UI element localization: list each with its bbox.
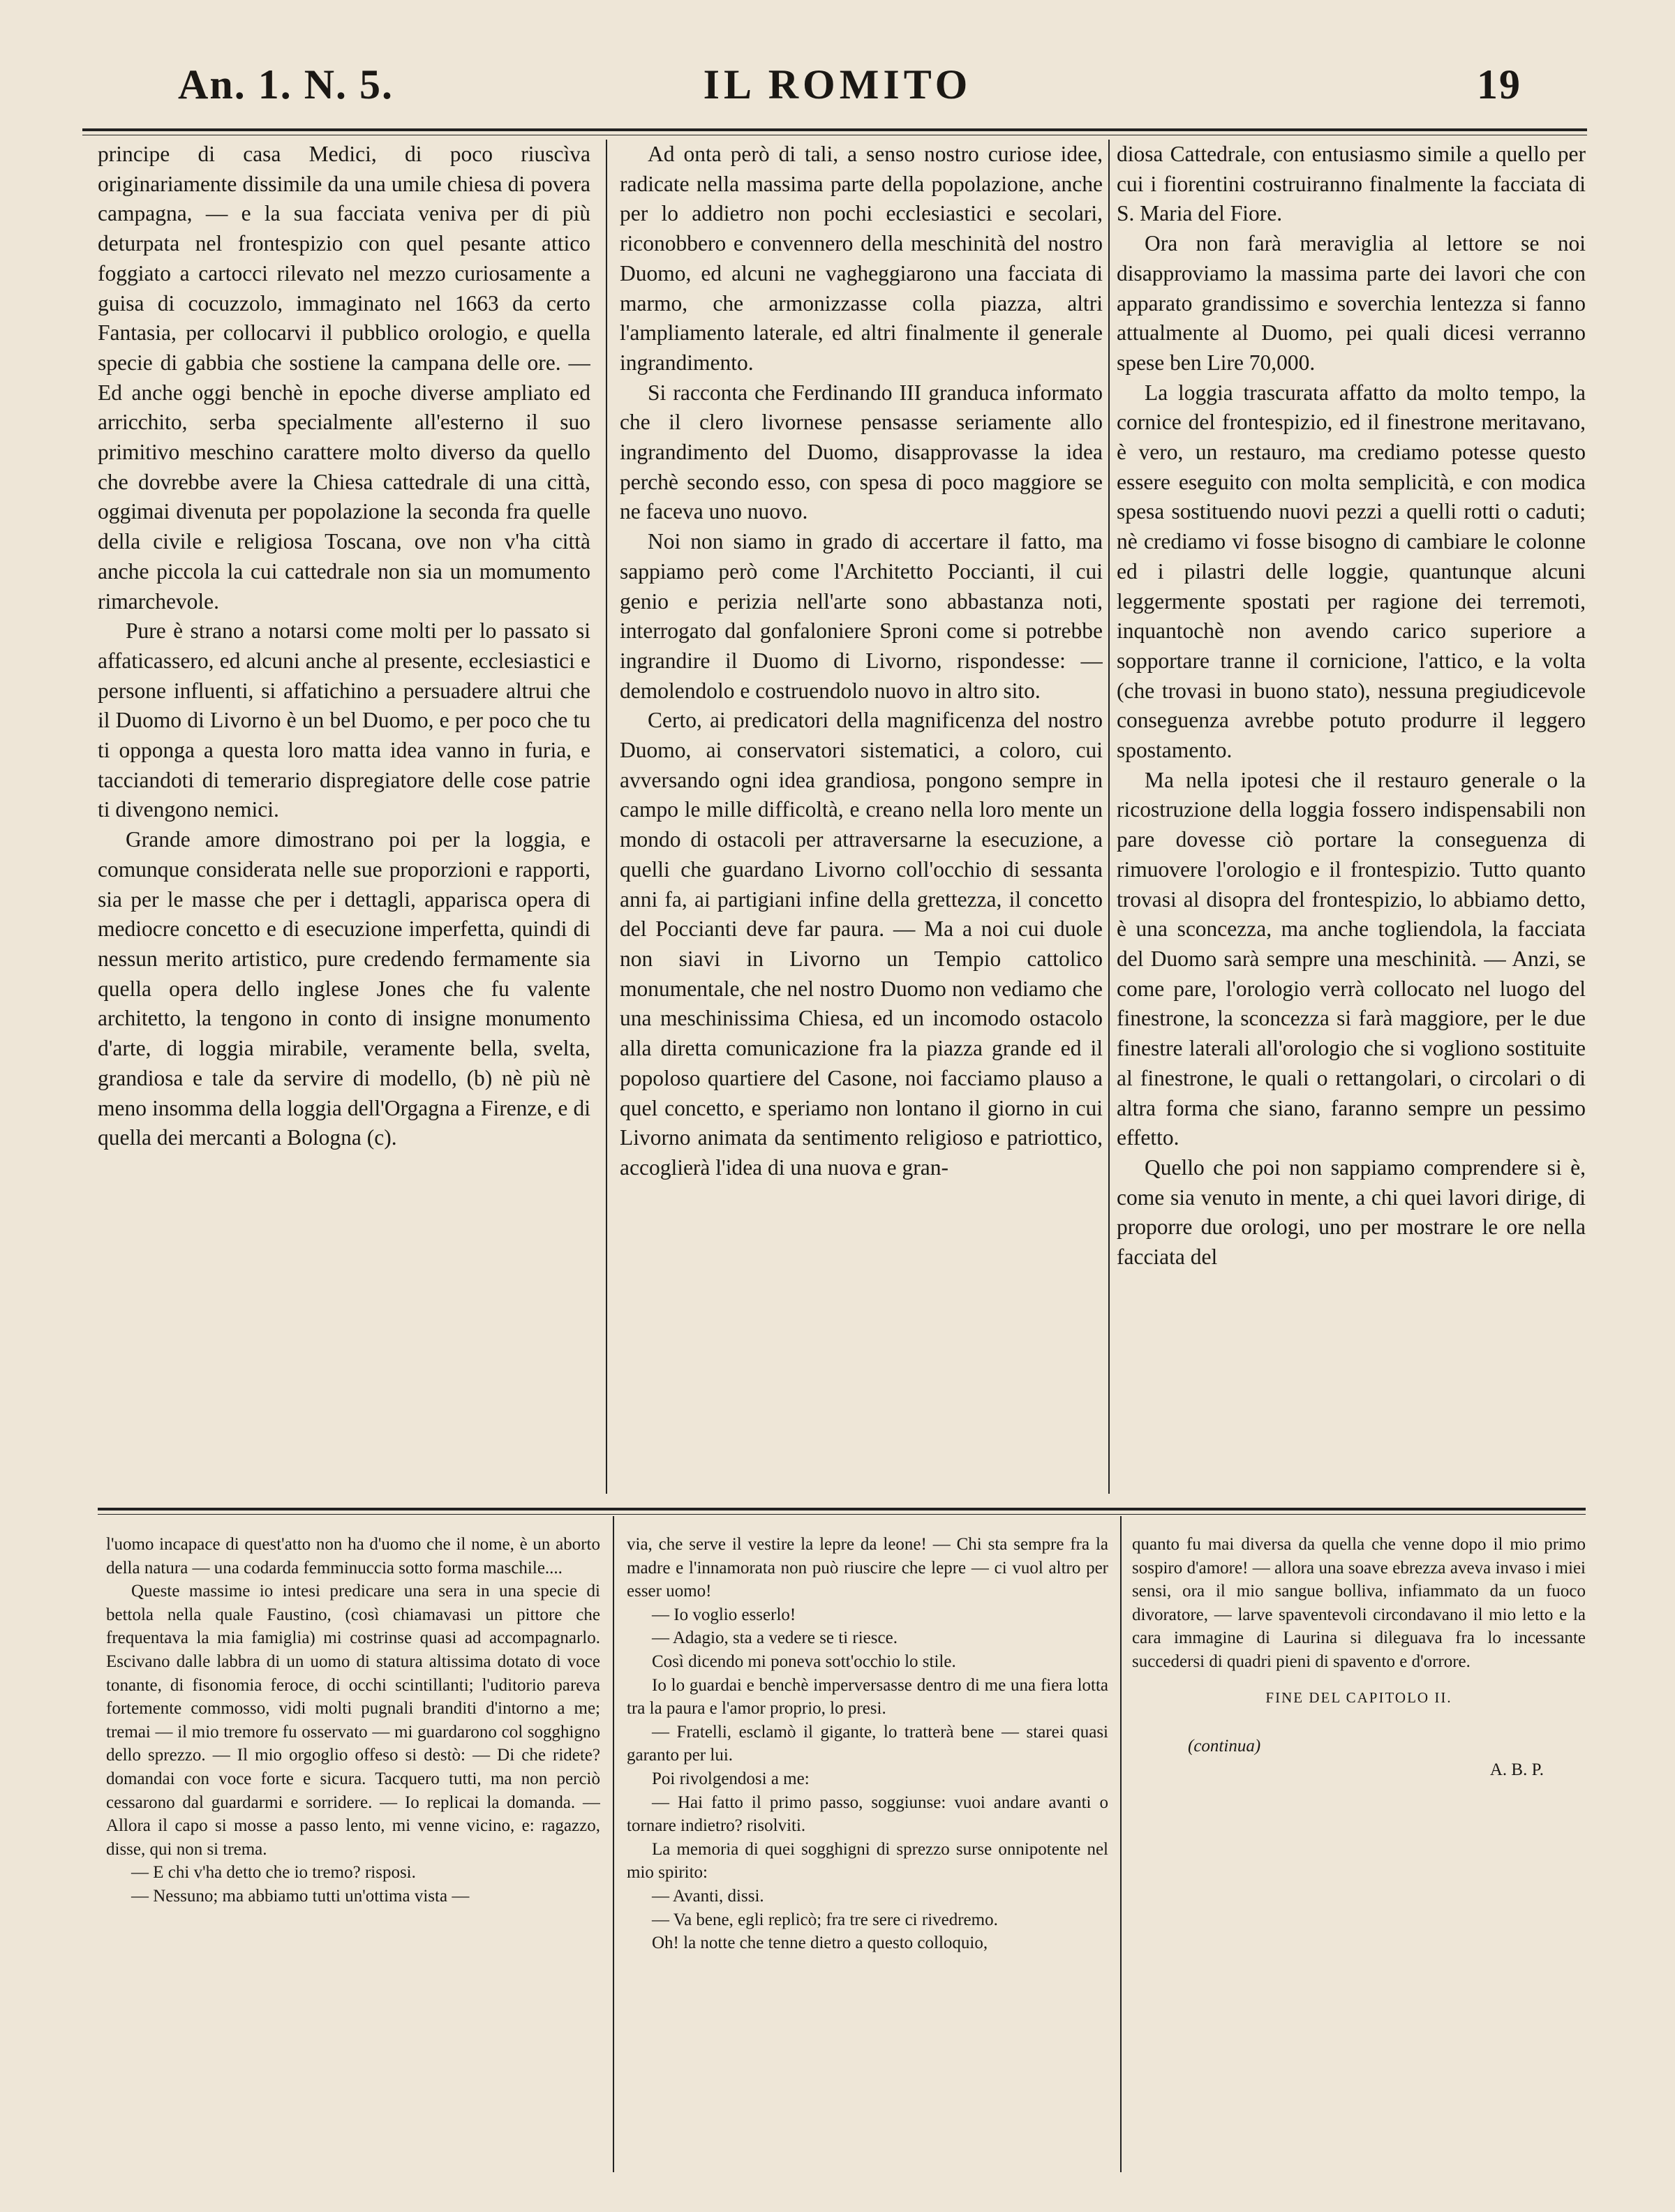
paragraph: Così dicendo mi poneva sott'occhio lo stile. [652, 1651, 956, 1671]
paragraph: via, che serve il vestire la lepre da leone! — Chi sta sempre fra la madre e l'innamorata non può riuscire che lepre — ci vuol altro per esser uomo! [627, 1535, 1108, 1601]
paragraph: — Fratelli, esclamò il gigante, lo tratterà bene — starei quasi garanto per lui. [627, 1722, 1108, 1765]
paragraph: — Hai fatto il primo passo, soggiunse: vuoi andare avanti o tornare indietro? risolviti. [627, 1792, 1108, 1836]
paragraph: — Nessuno; ma abbiamo tutti un'ottima vista — [131, 1886, 470, 1906]
signature: A. B. P. [1489, 1760, 1544, 1779]
feuilleton-divider [613, 1516, 614, 2172]
paragraph: l'uomo incapace di quest'atto non ha d'uomo che il nome, è un aborto della natura — una codarda femminuccia sotto forma maschile.... [106, 1535, 600, 1578]
column-divider [1108, 140, 1110, 1494]
masthead-title: IL ROMITO [703, 61, 972, 107]
feuilleton-column-1 [106, 1533, 600, 2196]
paragraph: Queste massime io intesi predicare una sera in una specie di bettola nella quale Faustino, (così chiamavasi un pittore che frequentava la mia famiglia) mi costrinse quasi ad accompagnarlo. Escivano dalle labbra di un uomo di statura altissima dotato di voce tonante, di fisonomia feroce, di occhi scintillanti; l'uditorio pareva fortemente commosso, vidi molti pugnali branditi d'intorno a me; tremai — il mio tremore fu osservato — mi guardarono col sogghigno dello sprezzo. — Il mio orgoglio offeso si destò: — Di che ridete? domandai con voce forte e sicura. Tacquero tutti, ma non perciò cessarono dal guardarmi e sorridere. — Io replicai la domanda. — Allora il capo si mosse a passo lento, mi venne vicino, e: ragazzo, disse, qui non si trema. [106, 1582, 600, 1859]
paragraph: principe di casa Medici, di poco riuscìva originariamente dissimile da una umile chiesa di povera campagna, — e la sua facciata veniva per di più deturpata nel frontespizio con quel pesante attico foggiato a cartocci rilevato nel mezzo curiosamente a guisa di cocuzzolo, immaginato nel 1663 da certo Fantasia, per collocarvi il pubblico orologio, e quella specie di gabbia che sostiene la campana delle ore. — Ed anche oggi benchè in epoche diverse ampliato ed arricchito, serba specialmente all'esterno il suo primitivo meschino carattere molto diverso da quello che dovrebbe avere la Chiesa cattedrale di una città, oggimai divenuta per popolazione la seconda fra quelle della civile e religiosa Toscana, ove non v'ha città anche piccola la cui cattedrale non sia un momumento rimarchevole. [98, 142, 590, 614]
feuilleton-divider [1120, 1516, 1122, 2172]
page-number: 19 [1477, 61, 1521, 107]
feuilleton-rule [98, 1508, 1586, 1510]
paragraph: — Adagio, sta a vedere se ti riesce. [652, 1628, 898, 1648]
header-rule [82, 128, 1587, 131]
continued-note: (continua) [1188, 1737, 1261, 1756]
main-column-3 [1117, 140, 1586, 1497]
paragraph: quanto fu mai diversa da quella che venne dopo il mio primo sospiro d'amore! — allora una soave ebrezza aveva invaso i miei sensi, ora il mio sangue bolliva, infiammato da un fuoco divoratore, — larve spaventevoli circondavano il mio letto e la cara immagine di Laurina si dileguava fra lo incessante succedersi di quadri pieni di spavento e d'orrore. [1132, 1535, 1586, 1671]
paragraph: Quello che poi non sappiamo comprendere si è, come sia venuto in mente, a chi quei lavori dirige, di proporre due orologi, uno per mostrare le ore nella facciata del [1117, 1155, 1586, 1270]
paragraph: Certo, ai predicatori della magnificenza del nostro Duomo, ai conservatori sistematici, a coloro, cui avversando ogni idea grandiosa, pongono sempre in campo le mille difficoltà, e creano nella loro mente un mondo di ostacoli per attraversarne la esecuzione, a quelli che guardano Livorno coll'occhio di sessanta anni fa, ai partigiani infine della grettezza, il concetto del Poccianti deve far paura. — Ma a noi cui duole non siavi in Livorno un Tempio cattolico monumentale, che nel nostro Duomo non vediamo che una meschinissima Chiesa, ed un incomodo ostacolo alla diretta comunicazione fra la piazza grande ed il popoloso quartiere del Casone, noi facciamo plauso a quel concetto, e speriamo non lontano il giorno in cui Livorno animata da sentimento religioso e patriottico, accoglierà l'idea di una nuova e gran- [620, 708, 1103, 1180]
column-divider [606, 140, 607, 1494]
paragraph: Ora non farà meraviglia al lettore se noi disapproviamo la massima parte dei lavori che con apparato grandissimo e soverchia lentezza si fanno attualmente al Duomo, pei quali dicesi verranno spese ben Lire 70,000. [1117, 231, 1586, 375]
main-column-1 [98, 140, 590, 1497]
paragraph: Poi rivolgendosi a me: [652, 1769, 810, 1788]
paragraph: Io lo guardai e benchè imperversasse dentro di me una fiera lotta tra la paura e l'amor proprio, lo presi. [627, 1675, 1108, 1719]
paragraph: — E chi v'ha detto che io tremo? risposi. [131, 1863, 416, 1883]
chapter-end: FINE DEL CAPITOLO II. [1265, 1688, 1452, 1706]
feuilleton-rule-thin [98, 1514, 1586, 1515]
paragraph: diosa Cattedrale, con entusiasmo simile a quello per cui i fiorentini costruiranno finalmente la facciata di S. Maria del Fiore. [1117, 142, 1586, 226]
paragraph: — Avanti, dissi. [652, 1886, 764, 1906]
paragraph: Oh! la notte che tenne dietro a questo colloquio, [652, 1933, 988, 1953]
feuilleton-column-2 [627, 1533, 1108, 2196]
paragraph: Ma nella ipotesi che il restauro generale o la ricostruzione della loggia fossero indispensabili non pare dovesse ciò portare la conseguenza di rimuovere l'orologio e il frontespizio. Tutto quanto trovasi al disopra del frontespizio, lo abbiamo detto, è una sconcezza, ma anche togliendola, la facciata del Duomo sarà sempre una meschinità. — Anzi, se come pare, l'orologio verrà collocato nel luogo del finestrone, la sconcezza si farà maggiore, per le due finestre laterali all'orologio che si vogliono sostituite al finestrone, le quali o rettangolari, o circolari o di altra forma che siano, faranno sempre un pessimo effetto. [1117, 767, 1586, 1150]
feuilleton-column-3 [1132, 1533, 1586, 1882]
main-column-2 [620, 140, 1103, 1497]
paragraph: Pure è strano a notarsi come molti per lo passato si affaticassero, ed alcuni anche al presente, ecclesiastici e persone influenti, si affatichino a persuadere altrui che il Duomo di Livorno è un bel Duomo, e per poco che tu ti opponga a questa loro matta idea vanno in furia, e tacciandoti di temerario dispregiatore delle cose patrie ti divengono nemici. [98, 618, 590, 822]
paragraph: La memoria di quei sogghigni di sprezzo surse onnipotente nel mio spirito: [627, 1839, 1108, 1883]
paragraph: La loggia trascurata affatto da molto tempo, la cornice del frontespizio, ed il finestrone meritavano, è vero, un restauro, ma crediamo potesse questo essere eseguito con molta semplicità, e con modica spesa sostituendo nuovi pezzi a quelli rotti o caduti; nè crediamo vi fosse bisogno di cambiare le colonne ed i pilastri delle loggie, quantunque alcuni leggermente spostati per ragione dei terremoti, inquantochè non avendo carico superiore a sopportare tranne il cornicione, l'attico, e la volta (che trovasi in buono stato), nessuna pregiudicevole conseguenza avrebbe potuto produrre il leggero spostamento. [1117, 380, 1586, 763]
paragraph: Ad onta però di tali, a senso nostro curiose idee, radicate nella massima parte della popolazione, anche per lo addietro non pochi ecclesiastici e secolari, riconobbero e convennero della meschinità del nostro Duomo, ed alcuni ne vagheggiarono una facciata di marmo, che armonizzasse colla piazza, altri l'ampliamento laterale, ed altri finalmente il generale ingrandimento. [620, 142, 1103, 375]
paragraph: — Va bene, egli replicò; fra tre sere ci rivedremo. [652, 1910, 998, 1929]
paragraph: Grande amore dimostrano poi per la loggia, e comunque considerata nelle sue proporzioni e rapporti, sia per le masse che per i dettagli, apparisca opera di mediocre concetto e di esecuzione imperfetta, quindi di nessun merito artistico, pure credendo fermamente sia quella opera dello inglese Jones che fu valente architetto, la tengono in conto di insigne monumento d'arte, di loggia mirabile, veramente bella, svelta, grandiosa e tale da servire di modello, (b) nè più nè meno insomma della loggia dell'Orgagna a Firenze, e di quella dei mercanti a Bologna (c). [98, 827, 590, 1150]
paragraph: — Io voglio esserlo! [652, 1605, 796, 1624]
paragraph: Si racconta che Ferdinando III granduca informato che il clero livornese pensasse seriamente allo ingrandimento del Duomo, disapprovasse la idea perchè secondo esso, con spesa di poco maggiore se ne faceva uno nuovo. [620, 380, 1103, 524]
paragraph: Noi non siamo in grado di accertare il fatto, ma sappiamo però come l'Architetto Poccianti, il cui genio e perizia nell'arte sono abbastanza noti, interrogato dal gonfaloniere Sproni come si potrebbe ingrandire il Duomo di Livorno, rispondesse: — demolendolo e costruendolo nuovo in altro sito. [620, 529, 1103, 703]
issue-label: An. 1. N. 5. [178, 61, 394, 107]
